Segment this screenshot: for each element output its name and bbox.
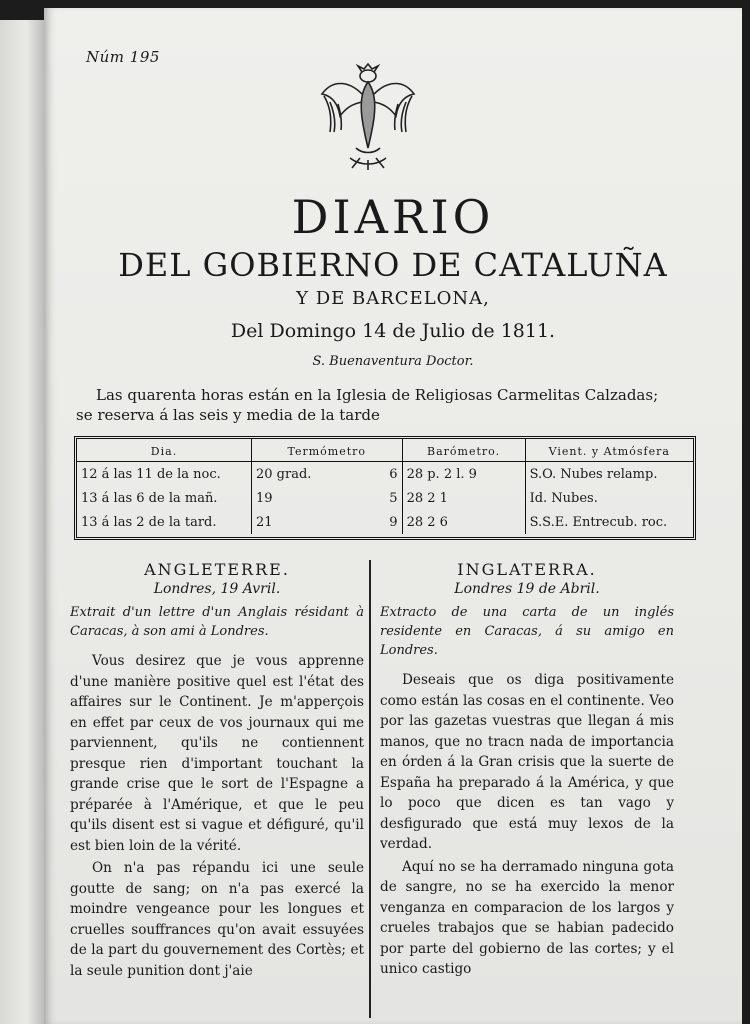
table-cell: 9 xyxy=(371,510,402,534)
eagle-emblem-icon xyxy=(316,62,420,172)
table-cell: 20 grad. xyxy=(256,466,312,482)
header-viento: Vient. y Atmósfera xyxy=(525,439,693,462)
article-extract: Extracto de una carta de un inglés residente en Caracas, á su amigo en Londres. xyxy=(380,605,674,658)
article-paragraph: Aquí no se ha derramado ninguna gota de sangre, no se ha exercido la menor venganza en comparacion de los largos y crueles trabajos que se habian padecido por parte del gobierno de las cortes; y el unico castigo xyxy=(380,858,674,977)
article-place-date: Londres 19 de Abril. xyxy=(454,581,600,597)
table-row xyxy=(77,486,693,510)
table-row xyxy=(77,510,693,534)
table-cell: S.O. Nubes relamp. xyxy=(529,466,658,482)
table-cell: 13 á las 6 de la mañ. xyxy=(77,486,252,510)
weather-header-row xyxy=(77,439,693,462)
article-place-date: Londres, 19 Avril. xyxy=(153,581,281,597)
header-barometro: Barómetro. xyxy=(402,439,525,462)
article-heading: ANGLETERRE. xyxy=(144,560,290,579)
table-cell: 21 xyxy=(256,514,273,530)
table-cell: 28 2 6 xyxy=(402,510,525,534)
left-page-edge xyxy=(0,20,46,1024)
newspaper-subtitle-city: Y DE BARCELONA, xyxy=(296,288,490,309)
article-paragraph: On n'a pas répandu ici une seule goutte de sang; on n'a pas exercé la moindre vengeance pour les longues et cruelles souffrances qu'on avait essuyées de la part du gouvernement des Cortès; et la seule punition dont j'aie xyxy=(70,860,364,979)
header-dia: Dia. xyxy=(77,439,252,462)
newspaper-subtitle: DEL GOBIERNO DE CATALUÑA xyxy=(118,246,668,284)
article-extract: Extrait d'un lettre d'un Anglais résidant à Caracas, à son ami à Londres. xyxy=(70,605,364,639)
column-french xyxy=(70,556,364,1024)
table-cell: 5 xyxy=(371,486,402,510)
issue-number: Núm 195 xyxy=(86,48,160,66)
table-cell: 13 á las 2 de la tard. xyxy=(77,510,252,534)
weather-table xyxy=(74,436,696,540)
table-cell: 28 p. 2 l. 9 xyxy=(402,462,525,487)
column-spanish xyxy=(380,556,674,1024)
table-cell: 19 xyxy=(256,490,273,506)
table-cell: S.S.E. Entrecub. roc. xyxy=(529,514,668,530)
article-paragraph: Vous desirez que je vous apprenne d'une manière positive quel est l'état des affaires sur le Continent. Je m'apperçois en effet par ceux de vos journaux qui me parviennent, qu'ils ne contiennent presque rien d'important touchant la grande crise que le sort de l'Espagne a préparée à l'Amérique, et que le peu qu'ils disent est si vague et défiguré, qu'il est bien loin de la vérité. xyxy=(70,653,364,854)
table-cell: 12 á las 11 de la noc. xyxy=(77,462,252,487)
table-cell: Id. Nubes. xyxy=(529,490,598,506)
table-cell: 28 2 1 xyxy=(402,486,525,510)
table-row xyxy=(77,462,693,487)
column-divider xyxy=(369,560,371,1018)
saint-of-day: S. Buenaventura Doctor. xyxy=(312,354,474,369)
table-cell: 6 xyxy=(371,462,402,487)
notice-line-1: Las quarenta horas están en la Iglesia de Religiosas Carmelitas Calzadas; xyxy=(96,386,659,404)
notice-line-2: se reserva á las seis y media de la tarde xyxy=(76,406,380,424)
newspaper-page xyxy=(44,8,742,1024)
article-heading: INGLATERRA. xyxy=(457,560,597,579)
dateline: Del Domingo 14 de Julio de 1811. xyxy=(230,320,556,342)
newspaper-title: DIARIO xyxy=(291,190,495,244)
header-termometro: Termómetro xyxy=(252,439,403,462)
article-paragraph: Deseais que os diga positivamente como están las cosas en el continente. Veo por las gazetas vuestras que llegan á mis manos, que no tracn nada de importancia en órden á la Gran crisis que la suerte de España ha preparado á la América, y que lo poco que dicen es tan vago y desfigurado que está muy lexos de la verdad. xyxy=(380,672,674,852)
